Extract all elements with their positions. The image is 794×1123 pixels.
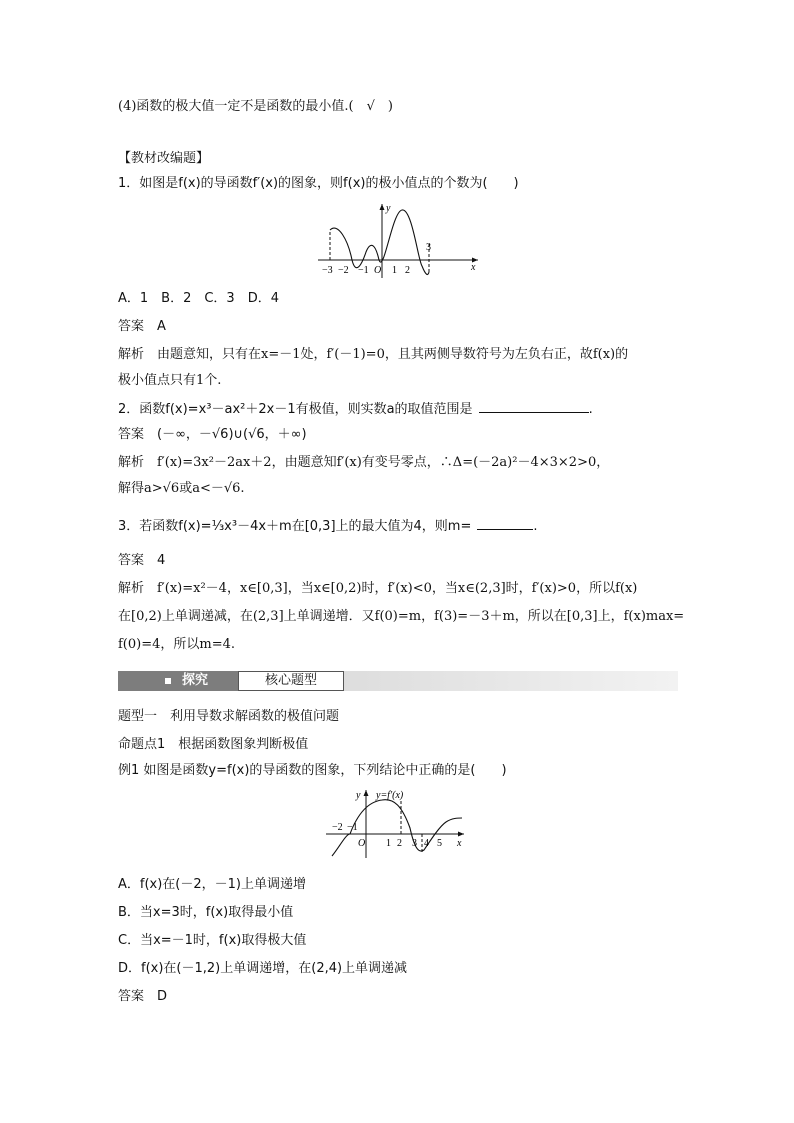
answer-3: 答案 4	[118, 553, 166, 568]
svg-text:−2: −2	[338, 265, 349, 276]
svg-text:5: 5	[437, 838, 442, 849]
proposition-1: 命题点1 根据函数图象判断极值	[118, 737, 309, 752]
example-1-option-a: A．f(x)在(－2，－1)上单调递增	[118, 877, 306, 892]
question-3: 3．若函数f(x)=⅓x³－4x＋m在[0,3]上的最大值为4，则m= .	[118, 516, 538, 536]
question-2: 2．函数f(x)=x³－ax²＋2x－1有极值，则实数a的取值范围是 .	[118, 399, 593, 419]
example-1-answer: 答案 D	[118, 989, 168, 1004]
example-1-option-b: B．当x=3时，f(x)取得最小值	[118, 905, 294, 920]
banner-left-label: 探究	[182, 673, 209, 688]
section-heading-textbook: 【教材改编题】	[118, 151, 210, 166]
analysis-3-line-1: 解析 f′(x)=x²－4，x∈[0,3]，当x∈[0,2)时，f′(x)<0，当x∈(2,3]时，f′(x)>0，所以f(x)	[118, 581, 638, 596]
answer-2: 答案 (－∞，－√6)∪(√6，＋∞)	[118, 427, 307, 442]
analysis-2-line-1: 解析 f′(x)=3x²－2ax＋2，由题意知f′(x)有变号零点，∴Δ=(－2a)²－4×3×2>0，	[118, 455, 610, 470]
banner-right-label: 核心题型	[238, 671, 344, 691]
analysis-2-line-2: 解得a>√6或a<－√6.	[118, 481, 245, 496]
analysis-3-line-2: 在[0,2)上单调递减，在(2,3]上单调递增．又f(0)=m，f(3)=－3＋m，所以在[0,3]上，f(x)max=	[118, 609, 685, 624]
y-label: y	[386, 203, 391, 214]
analysis-3-line-3: f(0)=4，所以m=4.	[118, 637, 236, 652]
example-1: 例1 如图是函数y=f(x)的导函数的图象，下列结论中正确的是( )	[118, 763, 507, 778]
graph-derivative-2	[322, 788, 467, 860]
svg-text:−1: −1	[347, 822, 358, 833]
svg-text:O: O	[358, 838, 366, 849]
origin-label: O	[374, 265, 382, 276]
svg-text:−3: −3	[322, 265, 333, 276]
svg-text:y: y	[356, 790, 361, 801]
svg-text:2: 2	[405, 265, 410, 276]
example-1-option-d: D．f(x)在(－1,2)上单调递增，在(2,4)上单调递减	[118, 961, 408, 976]
question-1: 1．如图是f(x)的导函数f′(x)的图象，则f(x)的极小值点的个数为( )	[118, 176, 519, 191]
svg-text:4: 4	[424, 838, 429, 849]
svg-text:2: 2	[397, 838, 402, 849]
svg-text:y=f′(x): y=f′(x)	[376, 790, 404, 801]
svg-text:1: 1	[386, 838, 391, 849]
svg-text:1: 1	[392, 265, 397, 276]
analysis-1-line-1: 解析 由题意知，只有在x=－1处，f′(－1)=0，且其两侧导数符号为左负右正，故f(x)的	[118, 347, 629, 362]
topic-type-1: 题型一 利用导数求解函数的极值问题	[118, 709, 340, 724]
judgement-item-4: (4)函数的极大值一定不是函数的最小值.( √ )	[118, 99, 393, 114]
x-label: x	[471, 262, 476, 273]
svg-text:x: x	[457, 838, 462, 849]
svg-text:3: 3	[426, 242, 431, 253]
answer-1: 答案 A	[118, 319, 166, 334]
svg-text:−1: −1	[358, 265, 369, 276]
banner-bullet	[165, 678, 171, 684]
analysis-1-line-2: 极小值点只有1个.	[118, 373, 222, 388]
section-banner	[118, 671, 678, 691]
svg-text:−2: −2	[332, 822, 343, 833]
example-1-option-c: C．当x=－1时，f(x)取得极大值	[118, 933, 307, 948]
graph-derivative-1	[312, 200, 482, 280]
question-1-options: A．1 B．2 C．3 D．4	[118, 291, 279, 306]
svg-text:3: 3	[412, 838, 417, 849]
